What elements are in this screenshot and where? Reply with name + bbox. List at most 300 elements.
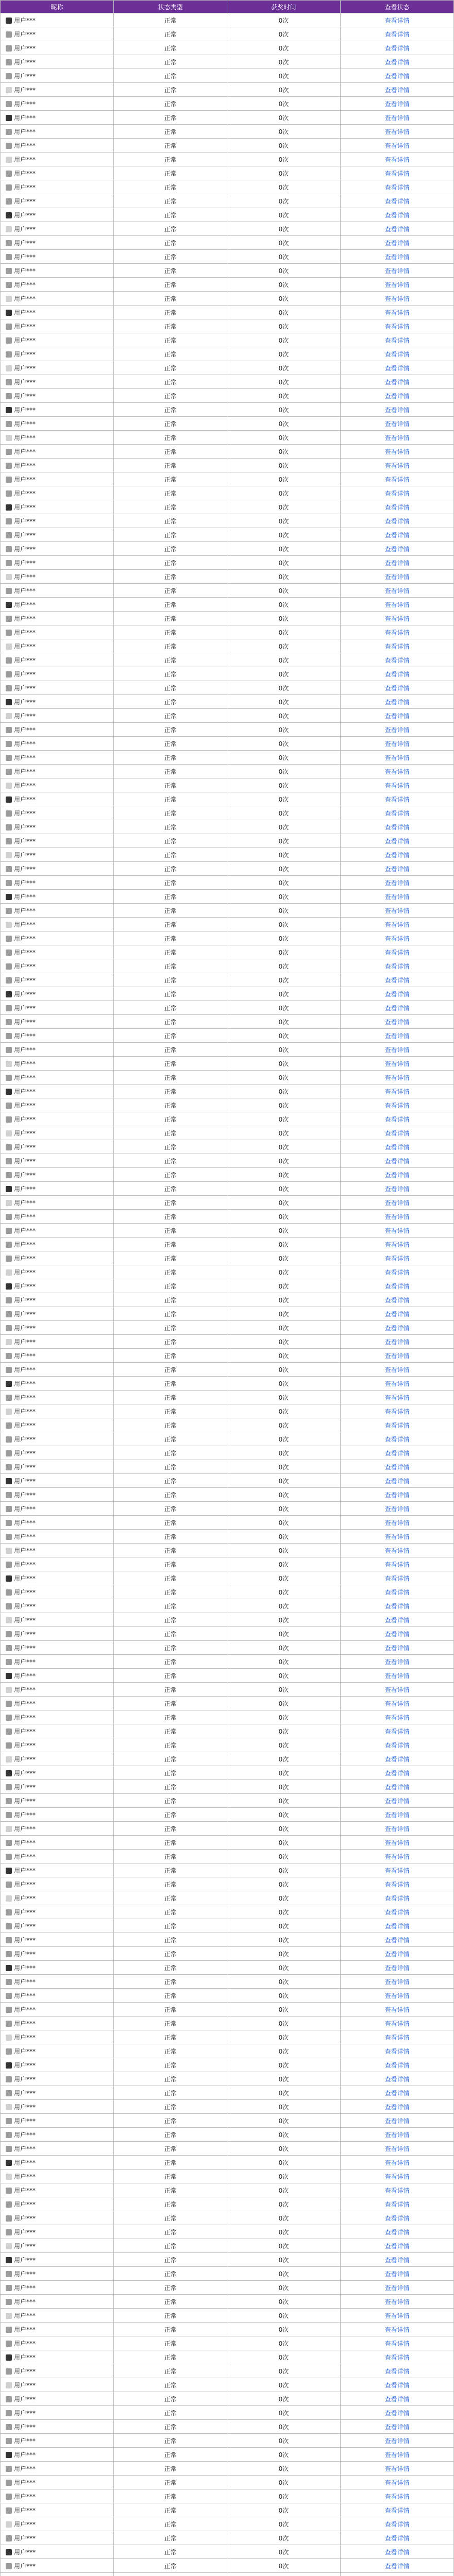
cell-action[interactable] xyxy=(341,987,454,1001)
view-details-link[interactable]: 查看详情 xyxy=(384,2506,410,2514)
view-details-link[interactable]: 查看详情 xyxy=(384,1922,410,1930)
cell-action[interactable] xyxy=(341,931,454,945)
cell-action[interactable] xyxy=(341,83,454,97)
cell-action[interactable] xyxy=(341,820,454,834)
view-details-link[interactable]: 查看详情 xyxy=(384,267,410,275)
cell-action[interactable] xyxy=(341,1474,454,1488)
cell-action[interactable] xyxy=(341,1404,454,1418)
cell-action[interactable] xyxy=(341,1599,454,1613)
view-details-link[interactable]: 查看详情 xyxy=(384,2075,410,2083)
view-details-link[interactable]: 查看详情 xyxy=(384,392,410,400)
cell-action[interactable] xyxy=(341,1210,454,1224)
cell-action[interactable] xyxy=(341,1530,454,1544)
view-details-link[interactable]: 查看详情 xyxy=(384,559,410,567)
cell-action[interactable] xyxy=(341,152,454,166)
cell-action[interactable] xyxy=(341,1557,454,1571)
view-details-link[interactable]: 查看详情 xyxy=(384,1686,410,1693)
cell-action[interactable] xyxy=(341,1238,454,1251)
view-details-link[interactable]: 查看详情 xyxy=(384,2423,410,2431)
cell-action[interactable] xyxy=(341,723,454,737)
view-details-link[interactable]: 查看详情 xyxy=(384,1992,410,1999)
view-details-link[interactable]: 查看详情 xyxy=(384,531,410,539)
view-details-link[interactable]: 查看详情 xyxy=(384,879,410,887)
cell-action[interactable] xyxy=(341,2517,454,2531)
view-details-link[interactable]: 查看详情 xyxy=(384,601,410,608)
cell-action[interactable] xyxy=(341,1349,454,1363)
view-details-link[interactable]: 查看详情 xyxy=(384,1505,410,1513)
view-details-link[interactable]: 查看详情 xyxy=(384,1129,410,1137)
cell-action[interactable] xyxy=(341,1335,454,1349)
cell-action[interactable] xyxy=(341,1140,454,1154)
cell-action[interactable] xyxy=(341,2420,454,2434)
cell-action[interactable] xyxy=(341,1724,454,1738)
cell-action[interactable] xyxy=(341,208,454,222)
view-details-link[interactable]: 查看详情 xyxy=(384,1741,410,1749)
view-details-link[interactable]: 查看详情 xyxy=(384,1880,410,1888)
view-details-link[interactable]: 查看详情 xyxy=(384,1268,410,1276)
view-details-link[interactable]: 查看详情 xyxy=(384,1602,410,1610)
view-details-link[interactable]: 查看详情 xyxy=(384,2395,410,2403)
view-details-link[interactable]: 查看详情 xyxy=(384,336,410,344)
cell-action[interactable] xyxy=(341,445,454,459)
cell-action[interactable] xyxy=(341,292,454,306)
cell-action[interactable] xyxy=(341,1057,454,1071)
cell-action[interactable] xyxy=(341,389,454,403)
view-details-link[interactable]: 查看详情 xyxy=(384,2298,410,2306)
cell-action[interactable] xyxy=(341,1850,454,1863)
view-details-link[interactable]: 查看详情 xyxy=(384,1296,410,1304)
view-details-link[interactable]: 查看详情 xyxy=(384,2381,410,2389)
cell-action[interactable] xyxy=(341,2489,454,2503)
cell-action[interactable] xyxy=(341,737,454,751)
cell-action[interactable] xyxy=(341,1752,454,1766)
cell-action[interactable] xyxy=(341,2030,454,2044)
view-details-link[interactable]: 查看详情 xyxy=(384,86,410,94)
view-details-link[interactable]: 查看详情 xyxy=(384,1421,410,1429)
view-details-link[interactable]: 查看详情 xyxy=(384,1561,410,1568)
view-details-link[interactable]: 查看详情 xyxy=(384,2047,410,2055)
cell-action[interactable] xyxy=(341,41,454,55)
cell-action[interactable] xyxy=(341,1641,454,1655)
view-details-link[interactable]: 查看详情 xyxy=(384,44,410,52)
cell-action[interactable] xyxy=(341,528,454,542)
cell-action[interactable] xyxy=(341,765,454,778)
view-details-link[interactable]: 查看详情 xyxy=(384,2145,410,2153)
view-details-link[interactable]: 查看详情 xyxy=(384,656,410,664)
cell-action[interactable] xyxy=(341,1391,454,1404)
view-details-link[interactable]: 查看详情 xyxy=(384,448,410,455)
view-details-link[interactable]: 查看详情 xyxy=(384,990,410,998)
view-details-link[interactable]: 查看详情 xyxy=(384,100,410,108)
cell-action[interactable] xyxy=(341,2058,454,2072)
cell-action[interactable] xyxy=(341,1905,454,1919)
cell-action[interactable] xyxy=(341,1154,454,1168)
view-details-link[interactable]: 查看详情 xyxy=(384,823,410,831)
cell-action[interactable] xyxy=(341,1029,454,1043)
view-details-link[interactable]: 查看详情 xyxy=(384,2173,410,2180)
view-details-link[interactable]: 查看详情 xyxy=(384,114,410,122)
cell-action[interactable] xyxy=(341,69,454,83)
view-details-link[interactable]: 查看详情 xyxy=(384,837,410,845)
cell-action[interactable] xyxy=(341,598,454,612)
view-details-link[interactable]: 查看详情 xyxy=(384,2367,410,2375)
view-details-link[interactable]: 查看详情 xyxy=(384,2284,410,2292)
view-details-link[interactable]: 查看详情 xyxy=(384,364,410,372)
view-details-link[interactable]: 查看详情 xyxy=(384,420,410,428)
cell-action[interactable] xyxy=(341,1794,454,1808)
cell-action[interactable] xyxy=(341,2016,454,2030)
cell-action[interactable] xyxy=(341,876,454,890)
view-details-link[interactable]: 查看详情 xyxy=(384,2409,410,2417)
view-details-link[interactable]: 查看详情 xyxy=(384,2033,410,2041)
view-details-link[interactable]: 查看详情 xyxy=(384,1227,410,1234)
cell-action[interactable] xyxy=(341,333,454,347)
cell-action[interactable] xyxy=(341,904,454,918)
cell-action[interactable] xyxy=(341,1377,454,1391)
cell-action[interactable] xyxy=(341,1669,454,1683)
cell-action[interactable] xyxy=(341,2336,454,2350)
view-details-link[interactable]: 查看详情 xyxy=(384,1755,410,1763)
view-details-link[interactable]: 查看详情 xyxy=(384,851,410,859)
cell-action[interactable] xyxy=(341,486,454,500)
cell-action[interactable] xyxy=(341,166,454,180)
view-details-link[interactable]: 查看详情 xyxy=(384,1115,410,1123)
view-details-link[interactable]: 查看详情 xyxy=(384,253,410,261)
cell-action[interactable] xyxy=(341,1182,454,1196)
cell-action[interactable] xyxy=(341,236,454,250)
view-details-link[interactable]: 查看详情 xyxy=(384,1255,410,1262)
cell-action[interactable] xyxy=(341,625,454,639)
cell-action[interactable] xyxy=(341,1293,454,1307)
cell-action[interactable] xyxy=(341,751,454,765)
cell-action[interactable] xyxy=(341,222,454,236)
view-details-link[interactable]: 查看详情 xyxy=(384,1074,410,1081)
cell-action[interactable] xyxy=(341,1363,454,1377)
cell-action[interactable] xyxy=(341,1502,454,1516)
view-details-link[interactable]: 查看详情 xyxy=(384,517,410,525)
view-details-link[interactable]: 查看详情 xyxy=(384,295,410,302)
cell-action[interactable] xyxy=(341,2309,454,2323)
cell-action[interactable] xyxy=(341,1015,454,1029)
cell-action[interactable] xyxy=(341,862,454,876)
cell-action[interactable] xyxy=(341,2253,454,2267)
cell-action[interactable] xyxy=(341,1877,454,1891)
cell-action[interactable] xyxy=(341,459,454,472)
view-details-link[interactable]: 查看详情 xyxy=(384,2353,410,2361)
cell-action[interactable] xyxy=(341,848,454,862)
cell-action[interactable] xyxy=(341,1126,454,1140)
cell-action[interactable] xyxy=(341,417,454,431)
view-details-link[interactable]: 查看详情 xyxy=(384,1477,410,1485)
view-details-link[interactable]: 查看详情 xyxy=(384,1408,410,1415)
view-details-link[interactable]: 查看详情 xyxy=(384,642,410,650)
view-details-link[interactable]: 查看详情 xyxy=(384,2270,410,2278)
view-details-link[interactable]: 查看详情 xyxy=(384,1839,410,1846)
view-details-link[interactable]: 查看详情 xyxy=(384,1101,410,1109)
view-details-link[interactable]: 查看详情 xyxy=(384,1658,410,1666)
view-details-link[interactable]: 查看详情 xyxy=(384,1143,410,1151)
view-details-link[interactable]: 查看详情 xyxy=(384,1519,410,1527)
cell-action[interactable] xyxy=(341,570,454,584)
cell-action[interactable] xyxy=(341,1265,454,1279)
view-details-link[interactable]: 查看详情 xyxy=(384,712,410,720)
cell-action[interactable] xyxy=(341,1780,454,1794)
view-details-link[interactable]: 查看详情 xyxy=(384,1199,410,1207)
view-details-link[interactable]: 查看详情 xyxy=(384,545,410,553)
view-details-link[interactable]: 查看详情 xyxy=(384,197,410,205)
view-details-link[interactable]: 查看详情 xyxy=(384,1616,410,1624)
view-details-link[interactable]: 查看详情 xyxy=(384,2548,410,2556)
cell-action[interactable] xyxy=(341,27,454,41)
view-details-link[interactable]: 查看详情 xyxy=(384,156,410,163)
cell-action[interactable] xyxy=(341,681,454,695)
view-details-link[interactable]: 查看详情 xyxy=(384,2131,410,2139)
cell-action[interactable] xyxy=(341,1683,454,1697)
view-details-link[interactable]: 查看详情 xyxy=(384,1588,410,1596)
cell-action[interactable] xyxy=(341,2100,454,2114)
cell-action[interactable] xyxy=(341,306,454,319)
view-details-link[interactable]: 查看详情 xyxy=(384,587,410,595)
cell-action[interactable] xyxy=(341,695,454,709)
cell-action[interactable] xyxy=(341,1975,454,1989)
view-details-link[interactable]: 查看详情 xyxy=(384,350,410,358)
cell-action[interactable] xyxy=(341,1989,454,2003)
view-details-link[interactable]: 查看详情 xyxy=(384,573,410,581)
view-details-link[interactable]: 查看详情 xyxy=(384,1282,410,1290)
cell-action[interactable] xyxy=(341,1808,454,1822)
view-details-link[interactable]: 查看详情 xyxy=(384,2159,410,2166)
view-details-link[interactable]: 查看详情 xyxy=(384,615,410,622)
cell-action[interactable] xyxy=(341,2378,454,2392)
view-details-link[interactable]: 查看详情 xyxy=(384,225,410,233)
view-details-link[interactable]: 查看详情 xyxy=(384,782,410,789)
cell-action[interactable] xyxy=(341,2350,454,2364)
view-details-link[interactable]: 查看详情 xyxy=(384,2256,410,2264)
view-details-link[interactable]: 查看详情 xyxy=(384,2020,410,2027)
view-details-link[interactable]: 查看详情 xyxy=(384,2228,410,2236)
cell-action[interactable] xyxy=(341,639,454,653)
cell-action[interactable] xyxy=(341,556,454,570)
view-details-link[interactable]: 查看详情 xyxy=(384,1352,410,1360)
cell-action[interactable] xyxy=(341,2239,454,2253)
cell-action[interactable] xyxy=(341,97,454,111)
cell-action[interactable] xyxy=(341,2462,454,2476)
cell-action[interactable] xyxy=(341,2503,454,2517)
view-details-link[interactable]: 查看详情 xyxy=(384,2340,410,2347)
view-details-link[interactable]: 查看详情 xyxy=(384,1338,410,1346)
view-details-link[interactable]: 查看详情 xyxy=(384,1004,410,1012)
view-details-link[interactable]: 查看详情 xyxy=(384,406,410,414)
view-details-link[interactable]: 查看详情 xyxy=(384,962,410,970)
view-details-link[interactable]: 查看详情 xyxy=(384,629,410,636)
view-details-link[interactable]: 查看详情 xyxy=(384,1157,410,1165)
view-details-link[interactable]: 查看详情 xyxy=(384,1380,410,1387)
view-details-link[interactable]: 查看详情 xyxy=(384,1574,410,1582)
cell-action[interactable] xyxy=(341,375,454,389)
view-details-link[interactable]: 查看详情 xyxy=(384,893,410,901)
view-details-link[interactable]: 查看详情 xyxy=(384,907,410,914)
cell-action[interactable] xyxy=(341,1043,454,1057)
cell-action[interactable] xyxy=(341,500,454,514)
view-details-link[interactable]: 查看详情 xyxy=(384,795,410,803)
cell-action[interactable] xyxy=(341,2545,454,2559)
cell-action[interactable] xyxy=(341,653,454,667)
view-details-link[interactable]: 查看详情 xyxy=(384,489,410,497)
cell-action[interactable] xyxy=(341,1251,454,1265)
cell-action[interactable] xyxy=(341,2448,454,2462)
view-details-link[interactable]: 查看详情 xyxy=(384,1672,410,1680)
cell-action[interactable] xyxy=(341,55,454,69)
view-details-link[interactable]: 查看详情 xyxy=(384,1908,410,1916)
view-details-link[interactable]: 查看详情 xyxy=(384,935,410,942)
cell-action[interactable] xyxy=(341,1112,454,1126)
cell-action[interactable] xyxy=(341,1516,454,1530)
view-details-link[interactable]: 查看详情 xyxy=(384,1088,410,1095)
cell-action[interactable] xyxy=(341,1418,454,1432)
cell-action[interactable] xyxy=(341,1196,454,1210)
cell-action[interactable] xyxy=(341,1446,454,1460)
cell-action[interactable] xyxy=(341,973,454,987)
cell-action[interactable] xyxy=(341,264,454,278)
cell-action[interactable] xyxy=(341,278,454,292)
view-details-link[interactable]: 查看详情 xyxy=(384,1853,410,1860)
cell-action[interactable] xyxy=(341,2323,454,2336)
view-details-link[interactable]: 查看详情 xyxy=(384,1727,410,1735)
view-details-link[interactable]: 查看详情 xyxy=(384,142,410,149)
cell-action[interactable] xyxy=(341,2170,454,2183)
cell-action[interactable] xyxy=(341,2156,454,2170)
view-details-link[interactable]: 查看详情 xyxy=(384,1018,410,1026)
view-details-link[interactable]: 查看详情 xyxy=(384,1366,410,1374)
cell-action[interactable] xyxy=(341,125,454,139)
view-details-link[interactable]: 查看详情 xyxy=(384,58,410,66)
cell-action[interactable] xyxy=(341,2392,454,2406)
cell-action[interactable] xyxy=(341,1432,454,1446)
view-details-link[interactable]: 查看详情 xyxy=(384,1060,410,1067)
cell-action[interactable] xyxy=(341,1710,454,1724)
cell-action[interactable] xyxy=(341,1933,454,1947)
cell-action[interactable] xyxy=(341,1697,454,1710)
view-details-link[interactable]: 查看详情 xyxy=(384,1700,410,1707)
view-details-link[interactable]: 查看详情 xyxy=(384,2493,410,2500)
cell-action[interactable] xyxy=(341,890,454,904)
cell-action[interactable] xyxy=(341,2044,454,2058)
cell-action[interactable] xyxy=(341,2573,454,2576)
cell-action[interactable] xyxy=(341,180,454,194)
cell-action[interactable] xyxy=(341,1321,454,1335)
view-details-link[interactable]: 查看详情 xyxy=(384,323,410,330)
cell-action[interactable] xyxy=(341,778,454,792)
cell-action[interactable] xyxy=(341,1307,454,1321)
cell-action[interactable] xyxy=(341,1766,454,1780)
cell-action[interactable] xyxy=(341,2072,454,2086)
view-details-link[interactable]: 查看详情 xyxy=(384,170,410,177)
cell-action[interactable] xyxy=(341,2434,454,2448)
view-details-link[interactable]: 查看详情 xyxy=(384,1630,410,1638)
cell-action[interactable] xyxy=(341,111,454,125)
cell-action[interactable] xyxy=(341,403,454,417)
view-details-link[interactable]: 查看详情 xyxy=(384,30,410,38)
cell-action[interactable] xyxy=(341,2225,454,2239)
view-details-link[interactable]: 查看详情 xyxy=(384,1171,410,1179)
cell-action[interactable] xyxy=(341,1168,454,1182)
cell-action[interactable] xyxy=(341,2559,454,2573)
cell-action[interactable] xyxy=(341,542,454,556)
view-details-link[interactable]: 查看详情 xyxy=(384,503,410,511)
view-details-link[interactable]: 查看详情 xyxy=(384,1811,410,1819)
view-details-link[interactable]: 查看详情 xyxy=(384,2006,410,2013)
view-details-link[interactable]: 查看详情 xyxy=(384,2562,410,2570)
view-details-link[interactable]: 查看详情 xyxy=(384,1185,410,1193)
cell-action[interactable] xyxy=(341,2183,454,2197)
view-details-link[interactable]: 查看详情 xyxy=(384,2326,410,2333)
view-details-link[interactable]: 查看详情 xyxy=(384,434,410,442)
cell-action[interactable] xyxy=(341,1084,454,1098)
cell-action[interactable] xyxy=(341,1836,454,1850)
cell-action[interactable] xyxy=(341,361,454,375)
cell-action[interactable] xyxy=(341,2142,454,2156)
view-details-link[interactable]: 查看详情 xyxy=(384,684,410,692)
cell-action[interactable] xyxy=(341,2086,454,2100)
view-details-link[interactable]: 查看详情 xyxy=(384,1032,410,1040)
cell-action[interactable] xyxy=(341,2281,454,2295)
view-details-link[interactable]: 查看详情 xyxy=(384,309,410,316)
cell-action[interactable] xyxy=(341,1627,454,1641)
cell-action[interactable] xyxy=(341,1585,454,1599)
cell-action[interactable] xyxy=(341,1544,454,1557)
view-details-link[interactable]: 查看详情 xyxy=(384,1797,410,1805)
cell-action[interactable] xyxy=(341,1738,454,1752)
view-details-link[interactable]: 查看详情 xyxy=(384,211,410,219)
view-details-link[interactable]: 查看详情 xyxy=(384,1936,410,1944)
cell-action[interactable] xyxy=(341,2531,454,2545)
cell-action[interactable] xyxy=(341,584,454,598)
view-details-link[interactable]: 查看详情 xyxy=(384,1714,410,1721)
view-details-link[interactable]: 查看详情 xyxy=(384,1978,410,1986)
view-details-link[interactable]: 查看详情 xyxy=(384,1241,410,1248)
cell-action[interactable] xyxy=(341,1001,454,1015)
view-details-link[interactable]: 查看详情 xyxy=(384,2089,410,2097)
cell-action[interactable] xyxy=(341,806,454,820)
cell-action[interactable] xyxy=(341,1098,454,1112)
view-details-link[interactable]: 查看详情 xyxy=(384,1825,410,1833)
cell-action[interactable] xyxy=(341,319,454,333)
cell-action[interactable] xyxy=(341,514,454,528)
view-details-link[interactable]: 查看详情 xyxy=(384,2214,410,2222)
cell-action[interactable] xyxy=(341,194,454,208)
cell-action[interactable] xyxy=(341,2003,454,2016)
cell-action[interactable] xyxy=(341,1071,454,1084)
cell-action[interactable] xyxy=(341,1279,454,1293)
view-details-link[interactable]: 查看详情 xyxy=(384,1783,410,1791)
cell-action[interactable] xyxy=(341,1655,454,1669)
cell-action[interactable] xyxy=(341,2267,454,2281)
cell-action[interactable] xyxy=(341,2197,454,2211)
cell-action[interactable] xyxy=(341,250,454,264)
view-details-link[interactable]: 查看详情 xyxy=(384,2465,410,2472)
view-details-link[interactable]: 查看详情 xyxy=(384,2437,410,2445)
cell-action[interactable] xyxy=(341,2476,454,2489)
view-details-link[interactable]: 查看详情 xyxy=(384,239,410,247)
cell-action[interactable] xyxy=(341,959,454,973)
view-details-link[interactable]: 查看详情 xyxy=(384,1213,410,1221)
view-details-link[interactable]: 查看详情 xyxy=(384,2187,410,2194)
view-details-link[interactable]: 查看详情 xyxy=(384,2520,410,2528)
cell-action[interactable] xyxy=(341,667,454,681)
view-details-link[interactable]: 查看详情 xyxy=(384,281,410,289)
view-details-link[interactable]: 查看详情 xyxy=(384,1310,410,1318)
view-details-link[interactable]: 查看详情 xyxy=(384,1644,410,1652)
